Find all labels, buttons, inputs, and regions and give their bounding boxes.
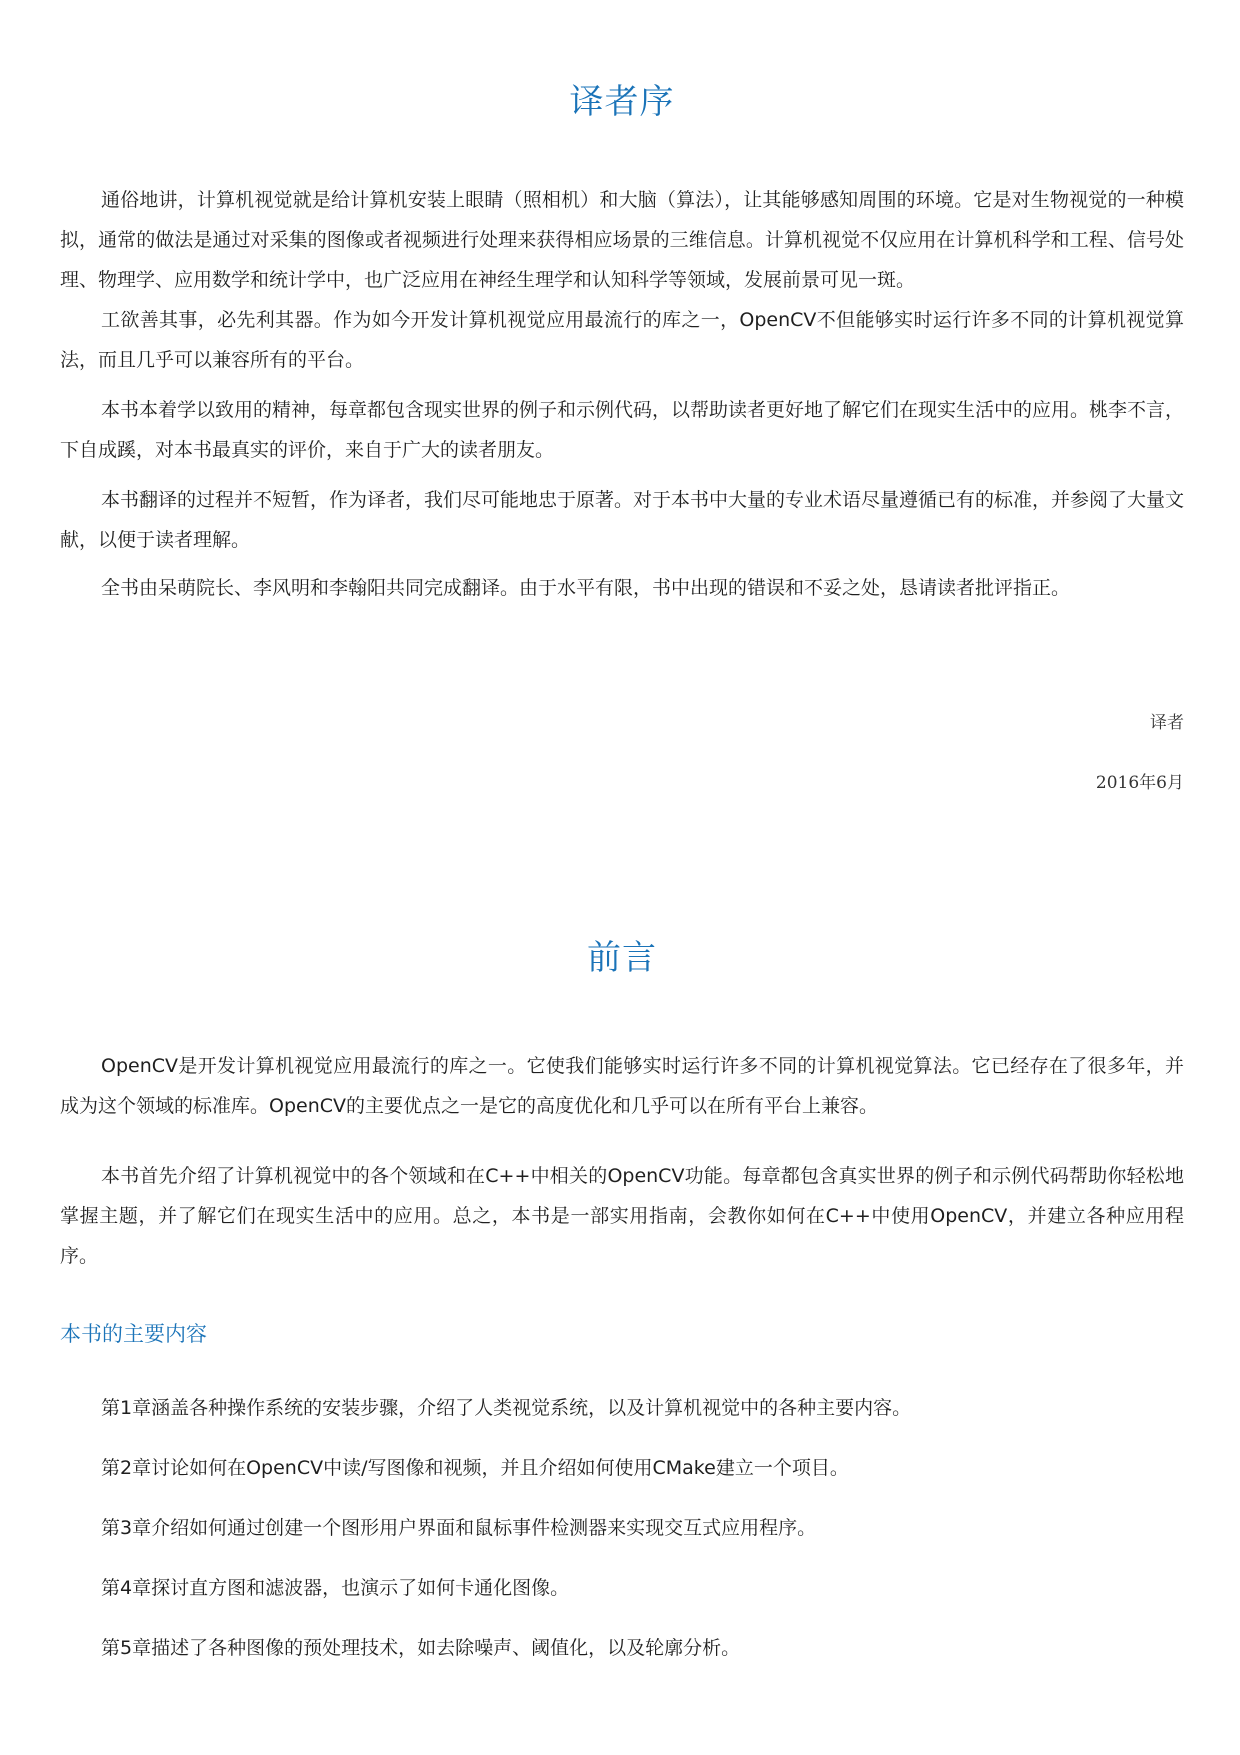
preface-body-4 xyxy=(60,480,1184,560)
chapter-summary-1: 第1章涵盖各种操作系统的安装步骤，介绍了人类视觉系统，以及计算机视觉中的各种主要内容。 xyxy=(101,1397,912,1419)
preface-paragraph-2: 工欲善其事，必先利其器。作为如今开发计算机视觉应用最流行的库之一，OpenCV不但能够实时运行许多不同的计算机视觉算法，而且几乎可以兼容所有的平台。 xyxy=(60,309,1184,371)
preface-paragraph-3: 本书本着学以致用的精神，每章都包含现实世界的例子和示例代码，以帮助读者更好地了解它们在现实生活中的应用。桃李不言，下自成蹊，对本书最真实的评价，来自于广大的读者朋友。 xyxy=(60,399,1185,461)
preface-body-5 xyxy=(60,568,1184,608)
translator-signature: 译者 xyxy=(1150,713,1184,733)
foreword-body-1 xyxy=(60,1046,1184,1126)
preface-body xyxy=(60,180,1184,300)
chapter-summary-2: 第2章讨论如何在OpenCV中读/写图像和视频，并且介绍如何使用CMake建立一个项目。 xyxy=(101,1457,849,1479)
preface-body-3 xyxy=(60,390,1184,470)
chapter-summary-3: 第3章介绍如何通过创建一个图形用户界面和鼠标事件检测器来实现交互式应用程序。 xyxy=(101,1517,817,1539)
foreword-body-2 xyxy=(60,1156,1184,1276)
preface-date: 2016年6月 xyxy=(1095,773,1184,793)
preface-body-2 xyxy=(60,300,1184,380)
preface-title: 译者序 xyxy=(569,82,675,122)
preface-paragraph-5: 全书由呆萌院长、李风明和李翰阳共同完成翻译。由于水平有限，书中出现的错误和不妥之处，恳请读者批评指正。 xyxy=(101,577,1071,599)
foreword-title: 前言 xyxy=(587,938,657,978)
chapter-summary-5: 第5章描述了各种图像的预处理技术，如去除噪声、阈值化，以及轮廓分析。 xyxy=(101,1637,741,1659)
preface-paragraph-1: 通俗地讲，计算机视觉就是给计算机安装上眼睛（照相机）和大脑（算法），让其能够感知周围的环境。它是对生物视觉的一种模拟，通常的做法是通过对采集的图像或者视频进行处理来获得相应场景的三维信息。计算机视觉不仅应用在计算机科学和工程、信号处理、物理学、应用数学和统计学中，也广泛应用在神经生理学和认知科学等领域，发展前景可见一斑。 xyxy=(60,189,1184,291)
chapter-summary-4: 第4章探讨直方图和滤波器，也演示了如何卡通化图像。 xyxy=(101,1577,570,1599)
foreword-paragraph-2: 本书首先介绍了计算机视觉中的各个领域和在C++中相关的OpenCV功能。每章都包含真实世界的例子和示例代码帮助你轻松地掌握主题，并了解它们在现实生活中的应用。总之，本书是一部实用指南，会教你如何在C++中使用OpenCV，并建立各种应用程序。 xyxy=(60,1165,1184,1267)
foreword-paragraph-1: OpenCV是开发计算机视觉应用最流行的库之一。它使我们能够实时运行许多不同的计算机视觉算法。它已经存在了很多年，并成为这个领域的标准库。OpenCV的主要优点之一是它的高度优化和几乎可以在所有平台上兼容。 xyxy=(60,1055,1184,1117)
contents-subheading: 本书的主要内容 xyxy=(60,1322,207,1346)
preface-paragraph-4: 本书翻译的过程并不短暂，作为译者，我们尽可能地忠于原著。对于本书中大量的专业术语尽量遵循已有的标准，并参阅了大量文献，以便于读者理解。 xyxy=(60,489,1185,551)
